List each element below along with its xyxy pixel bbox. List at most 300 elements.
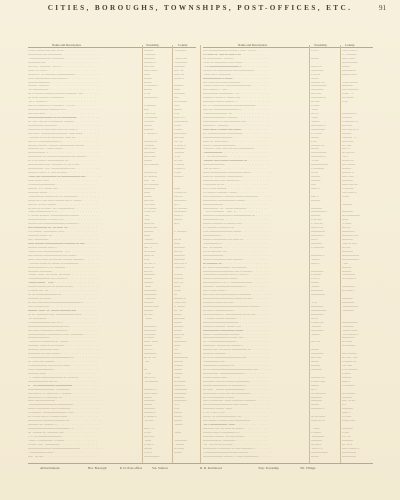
entry-line: ‒‒ ‒‒‒‒	[311, 442, 322, 446]
entry-line: ‒ ‒‒‒ ‒‒‒‒‒‒ ‒‒‒ ‒‒‒ ‒‒ ‒‒ . . . . . . . . . . . .	[28, 49, 97, 52]
entry-line: ‒‒‒‒‒‒‒‒	[311, 289, 324, 293]
entry-line: ‒‒‒‒‒‒‒‒	[311, 352, 324, 356]
entry-line: ‒‒‒ ‒‒‒	[144, 434, 155, 438]
entry-line: ‒‒‒ ‒ ‒ ‒ ‒‒‒‒‒‒‒‒‒‒‒‒ ‒ . . . . . . . . . . . . .	[28, 139, 97, 143]
entry-line: ‒ ‒‒‒‒ ‒‒‒ ‒‒‒‒‒‒‒‒‒ . . . . . . . . . . . . . .	[28, 442, 98, 446]
entry-line: ‒‒‒‒‒	[174, 320, 182, 324]
entry-line: ‒‒‒‒‒‒‒‒‒‒	[342, 320, 358, 324]
entry-line: ‒‒‒‒ ‒	[342, 411, 351, 415]
right-county-entries	[342, 49, 374, 463]
entry-line: ‒‒‒‒‒‒‒	[174, 253, 185, 257]
entry-line: ‒‒‒‒	[144, 72, 151, 76]
entry-line: ‒‒ ‒‒‒‒‒	[144, 249, 156, 253]
entry-line: ‒‒ ‒ ‒ ‒‒‒ ‒‒‒‒‒‒ . . . . . . . . . . . . . . .	[203, 186, 269, 190]
entry-line: ‒‒‒‒‒‒‒	[342, 238, 353, 241]
entry-line: ‒‒‒‒‒‒‒ ‒‒ ‒‒‒‒‒‒ ‒ . . . . . . . . . . . . . . .	[28, 423, 98, 427]
entry-line: ‒ ‒ ‒ ‒	[311, 277, 320, 281]
entry-line: ‒‒‒‒‒‒	[174, 277, 184, 281]
entry-line: ‒‒‒‒‒‒‒‒	[144, 289, 157, 293]
right-name-header: Name and Description.	[238, 43, 268, 47]
entry-line: ‒‒‒ ‒‒‒‒	[342, 139, 354, 143]
entry-line: ‒‒‒‒‒‒ ‒‒‒‒ ‒‒ ‒‒‒‒‒ ‒‒‒‒‒‒‒ ‒‒‒ . . . . . . .	[28, 308, 96, 312]
entry-line: ‒ ‒‒‒‒‒‒‒	[144, 115, 158, 119]
entry-line: ‒‒ ‒‒‒‒ ‒‒‒‒‒ ‒‒‒‒‒‒‒‒‒‒‒‒‒ . . . . . . . . .	[203, 387, 270, 391]
entry-line: ‒‒‒‒	[311, 115, 318, 119]
entry-line: ‒‒‒‒‒‒‒‒‒	[144, 241, 158, 245]
entry-line: ‒ ‒‒	[311, 139, 318, 143]
entry-line: ‒‒‒‒‒‒‒‒‒	[342, 454, 356, 458]
entry-line: ‒‒‒‒‒‒ ‒‒‒‒ ‒‒ . . . . . . . . . . . . . . . . . .	[28, 84, 99, 88]
left-county-header: County.	[178, 43, 188, 47]
entry-line: ‒‒‒‒ ‒‒‒	[342, 175, 354, 178]
entry-line: ‒ ‒‒‒ ‒	[342, 92, 354, 96]
entry-line: ‒‒‒‒‒‒‒	[342, 438, 353, 442]
entry-line: ‒‒‒‒‒‒‒‒‒‒‒‒‒‒ . . . . . . . . . . . . . . . .	[203, 163, 271, 167]
entry-line: ‒ ‒‒‒‒ ‒	[174, 143, 186, 147]
entry-line: ‒‒‒‒	[174, 88, 181, 92]
entry-line: ‒‒‒‒ ‒‒‒‒‒‒‒‒‒‒‒‒‒ . . . . . . . . . . . . . . . . .	[28, 399, 102, 403]
entry-line: ‒ ‒ ‒‒‒‒ ‒‒ ‒‒‒ ‒‒ ‒‒‒‒ ‒ ‒‒ . . . . . . . .	[203, 52, 265, 56]
entry-line: ‒‒‒‒‒‒	[342, 395, 355, 399]
entry-line: ‒‒ ‒‒‒‒‒‒‒‒‒‒ ‒‒‒‒‒‒ . . . . . . . . . . . . .	[203, 56, 269, 60]
entry-line: ‒ ‒‒‒‒‒	[144, 119, 155, 123]
entry-line: ‒‒‒‒ ‒‒‒‒‒	[342, 80, 359, 84]
entry-line: ‒‒‒‒‒‒‒‒	[174, 391, 187, 395]
entry-line: ‒‒‒‒‒‒‒	[342, 407, 353, 411]
entry-line: ‒‒‒‒ ‒‒‒‒ ‒‒‒‒ ‒‒ ‒‒‒‒‒‒ ‒‒‒‒‒‒ ‒‒‒‒‒‒‒ . . . . . .	[28, 257, 101, 261]
left-entries	[28, 49, 140, 463]
entry-line: ‒ ‒‒‒‒ ‒‒	[311, 320, 324, 324]
entry-line: ‒‒‒‒‒‒ ‒ ‒‒ ‒‒‒‒‒‒‒ ‒‒‒‒‒‒‒‒‒‒‒‒ . . . . . . . . .	[28, 72, 100, 76]
entry-line: ‒‒‒‒ ‒‒ ‒‒‒‒‒‒‒‒‒ ‒‒‒ ‒‒‒‒‒ . . . . . . . . .	[203, 60, 268, 64]
entry-line: ‒ ‒‒‒‒ ‒	[174, 167, 185, 171]
entry-line: ‒‒‒‒‒‒‒‒	[174, 131, 187, 135]
entry-line: ‒‒‒‒‒‒‒ ‒‒‒‒ ‒‒ ‒‒ ‒‒‒‒‒‒ . . . . . . . . . . . . .	[28, 344, 101, 348]
entry-line: ‒‒‒‒ ‒‒‒	[174, 301, 187, 304]
entry-line: ‒‒‒‒‒‒‒‒ ‒	[342, 112, 357, 115]
entry-line: ‒‒ ‒‒	[311, 171, 318, 175]
entry-line: ‒‒‒‒‒‒‒‒‒‒‒‒ ‒‒‒‒‒‒‒‒‒ ‒ ‒‒‒ ‒‒‒‒‒‒‒‒ . . . . . .	[28, 332, 100, 336]
entry-line: ‒ ‒	[174, 403, 179, 407]
entry-line: ‒‒ ‒	[342, 155, 349, 159]
entry-line: ‒ ‒‒‒‒‒	[311, 273, 322, 277]
entry-line: ‒‒‒‒‒‒‒‒‒ ‒‒‒‒‒‒‒‒‒‒‒‒ ‒‒‒‒‒ . . . . . . . . . .	[203, 198, 273, 202]
entry-line: ‒‒‒‒‒‒‒ ‒‒‒‒‒‒‒‒ . . . . . . . . . . . . . . . . .	[28, 269, 99, 273]
entry-line: ‒ ‒‒‒‒‒‒‒ ‒‒ ‒‒ . . . . . . . . . . . . . . . .	[203, 182, 268, 186]
entry-line: ‒‒‒‒‒‒‒‒‒‒‒‒‒‒‒‒‒‒‒‒‒‒‒ ‒‒‒ . . . . . . . . . . . .	[28, 324, 102, 328]
entry-line: ‒‒ ‒‒‒	[342, 143, 352, 147]
entry-line: ‒ ‒‒‒‒‒‒	[144, 332, 156, 336]
entry-line: ‒‒‒‒‒ ‒‒‒‒	[342, 328, 358, 332]
entry-line: ‒ ‒‒‒‒‒‒‒‒‒‒‒‒‒ ‒‒‒‒‒‒‒‒‒‒‒‒ ‒‒ . . . . . . . . . .	[28, 356, 102, 360]
entry-line: ‒‒‒‒‒‒‒‒‒‒ ‒‒ ‒‒‒‒‒ ‒‒‒‒‒‒‒‒ . . . . . . . .	[203, 206, 269, 210]
entry-line: ‒‒‒‒‒‒	[342, 167, 352, 171]
entry-line: ‒‒‒‒‒	[311, 76, 320, 80]
entry-line: ‒‒‒‒‒‒‒‒‒‒‒ ‒ ‒‒ ‒ ‒‒‒‒‒‒‒‒‒ ‒‒‒‒ . . . . . .	[203, 281, 269, 285]
entry-line: ‒‒‒‒ ‒	[342, 379, 351, 383]
entry-line: ‒‒‒‒‒	[311, 454, 319, 458]
entry-line: ‒‒‒‒‒‒‒‒	[311, 88, 324, 92]
entry-line: ‒‒ ‒‒‒‒‒‒‒‒‒	[342, 214, 360, 218]
entry-line: ‒‒‒‒‒‒‒‒‒ ‒‒‒‒‒‒‒‒ ‒‒ . . . . . . . . . . . . .	[203, 364, 270, 367]
entry-line: ‒‒‒‒‒ ‒ ‒	[144, 387, 157, 391]
entry-line: ‒‒‒‒‒‒‒‒‒‒ ‒‒‒ . . . . . . . . . . . . . . . .	[203, 218, 269, 222]
entry-line: ‒‒‒‒‒‒	[311, 178, 321, 182]
entry-line: ‒‒‒‒‒‒	[144, 143, 155, 147]
entry-line: ‒‒‒‒‒‒‒‒‒	[311, 127, 325, 131]
entry-line: ‒ ‒‒‒‒‒ ‒‒	[342, 360, 358, 364]
entry-line: ‒‒‒	[144, 214, 150, 218]
entry-line: ‒ ‒‒	[144, 371, 151, 375]
entry-line: ‒‒‒ ‒‒‒	[342, 123, 353, 127]
entry-line: ‒‒‒ ‒‒‒‒ ‒‒‒‒‒‒‒‒‒ ‒‒‒‒‒‒‒‒ . . . . . . . . . . .	[28, 328, 99, 332]
entry-line: ‒‒‒‒‒‒‒	[144, 151, 155, 155]
entry-line: ‒‒‒‒‒‒‒	[342, 249, 353, 253]
entry-line: ‒‒‒ ‒‒‒	[311, 356, 322, 360]
entry-line: ‒‒‒‒‒‒ ‒ ‒‒‒‒‒ ‒ ‒‒‒‒‒ ‒‒‒ . . . . . . . . . .	[203, 96, 268, 100]
entry-line: ‒‒‒‒‒	[174, 419, 183, 423]
entry-line: ‒‒‒‒‒‒	[174, 324, 184, 328]
entry-line: ‒‒‒‒‒‒‒‒‒‒	[342, 60, 358, 64]
entry-line: ‒‒‒‒‒ ‒	[174, 265, 185, 269]
entry-line: ‒‒‒‒‒‒‒	[342, 297, 353, 301]
entry-line: ‒‒‒‒‒ ‒‒‒‒‒ ‒ ‒‒ . . . . . . . . . . . . . . .	[28, 281, 95, 285]
entry-line: ‒‒‒ ‒ ‒‒‒	[144, 147, 157, 151]
entry-line: ‒‒‒‒‒‒‒‒	[342, 301, 355, 304]
entry-line: ‒‒‒‒ ‒‒‒‒‒‒‒‒‒‒ ‒‒‒‒ ‒‒‒‒‒ ‒ . . . . . . . . . . .	[28, 76, 99, 80]
entry-line: ‒‒‒‒‒ ‒‒‒‒‒‒‒‒‒‒‒ ‒‒‒‒‒‒ . . . . . . . . . . .	[203, 332, 270, 336]
entry-line: ‒‒‒‒‒‒‒	[144, 52, 156, 56]
entry-line: ‒ ‒‒‒‒‒ ‒‒‒‒‒‒ ‒‒‒‒‒‒‒ . . . . . . . . . . . .	[203, 316, 270, 320]
entry-line: ‒‒ ‒‒‒‒‒‒‒‒‒‒ . . . . . . . . . . . . . . . . . . .	[28, 88, 101, 92]
entry-line: ‒‒‒‒‒‒ ‒	[174, 297, 186, 301]
entry-line: ‒‒‒‒‒‒‒‒‒‒‒ ‒ . . . . . . . . . . . . . . . . .	[203, 234, 270, 238]
entry-line: ‒‒‒‒‒‒‒‒‒‒‒ ‒‒‒ ‒‒‒‒‒‒‒ ‒ ‒ ‒‒ ‒ ‒‒‒ . . . . . . .	[28, 163, 99, 167]
entry-line: ‒‒‒‒	[144, 438, 151, 442]
left-township-header: Township.	[146, 43, 160, 47]
entry-line: ‒‒‒‒‒	[174, 312, 182, 316]
entry-line: ‒‒‒‒‒‒	[311, 198, 321, 202]
entry-line: ‒‒‒‒‒‒‒ ‒‒‒‒‒‒‒ ‒‒‒‒‒ ‒ ‒‒ . . . . . . . . . .	[203, 324, 270, 328]
entry-line: ‒‒‒‒‒‒‒‒‒ ‒‒‒‒‒‒‒ ‒‒‒ ‒ ‒ ‒‒‒‒ ‒ . . . . . . .	[203, 273, 268, 277]
entry-line: ‒ ‒‒	[174, 155, 181, 159]
entry-line: ‒‒‒‒‒‒‒	[144, 297, 156, 301]
entry-line: ‒‒‒‒‒‒‒‒‒‒‒‒‒‒‒‒‒ ‒ ‒‒‒‒‒‒‒ . . . . . . . . . . .	[28, 387, 100, 391]
right-column-divider	[309, 45, 310, 463]
entry-line: ‒‒‒‒‒‒‒ ‒‒‒ ‒‒ ‒‒‒‒ ‒‒ ‒‒‒‒ ‒ . . . . . . . . .	[203, 427, 269, 430]
entry-line: ‒‒‒‒‒	[311, 360, 319, 364]
entry-line: ‒‒‒‒ ‒ ‒	[174, 115, 185, 119]
entry-line: ‒‒‒‒‒‒‒‒	[174, 210, 187, 214]
entry-line: ‒‒‒‒‒‒‒‒‒‒‒‒‒‒‒‒‒‒‒‒ ‒‒‒ ‒ ‒‒‒‒‒‒ . . . . . . .	[203, 269, 271, 273]
entry-line: ‒‒‒‒‒‒‒	[311, 399, 322, 403]
entry-line: ‒‒‒‒ ‒ ‒ ‒‒‒‒‒‒‒‒ ‒ ‒‒‒‒‒ . . . . . . . . . . . .	[28, 438, 98, 442]
entry-line: ‒‒‒ ‒‒	[174, 281, 184, 285]
entry-line: ‒‒ ‒‒‒‒ ‒	[342, 289, 355, 293]
entry-line: ‒‒ ‒‒‒‒‒‒ ‒	[342, 332, 359, 336]
entry-line: ‒ ‒ ‒‒	[342, 434, 351, 438]
entry-line: ‒‒‒‒‒‒‒‒ ‒	[144, 96, 159, 100]
entry-line: ‒‒‒‒‒	[311, 56, 319, 60]
entry-line: ‒ ‒‒‒‒	[342, 371, 351, 375]
entry-line: ‒ ‒‒‒‒‒ ‒‒‒ ‒‒ . . . . . . . . . . . . . . . . . .	[28, 289, 98, 293]
entry-line: ‒‒‒ ‒	[311, 238, 318, 241]
entry-line: ‒‒ ‒‒ ‒‒‒‒‒‒‒ ‒‒ . . . . . . . . . . . . . . .	[203, 249, 268, 253]
entry-line: ‒‒‒‒‒‒‒‒‒‒‒‒‒ ‒‒‒‒‒‒‒ ‒‒ ‒ . . . . . . . . . . . . .	[28, 108, 102, 112]
entry-line: ‒‒‒ ‒ ‒‒‒‒ ‒‒‒‒ ‒ . . . . . . . . . . . . . . .	[203, 289, 268, 293]
entry-line: ‒‒‒ ‒‒‒‒‒‒‒‒‒ ‒ ‒‒‒‒‒‒ ‒‒‒‒‒ ‒‒‒‒‒‒‒‒‒ . . . . .	[203, 194, 272, 198]
entry-line: ‒‒‒‒‒‒ ‒‒	[144, 139, 158, 143]
entry-line: ‒‒‒‒‒‒ ‒‒‒ ‒‒ ‒‒‒‒‒ ‒‒‒‒‒‒‒‒‒‒ ‒‒ . . . . . .	[203, 348, 269, 352]
entry-line: ‒‒‒ ‒‒ ‒	[311, 64, 322, 68]
entry-line: ‒‒ ‒ ‒‒‒‒ ‒‒‒ ‒ ‒ ‒‒‒‒‒‒ ‒‒‒‒ . . . . . . . . . . .	[28, 415, 98, 419]
entry-line: ‒ ‒‒‒‒	[342, 222, 352, 226]
entry-line: ‒‒‒‒‒	[311, 348, 319, 352]
entry-line: ‒‒‒‒‒‒‒‒‒‒‒	[342, 257, 360, 261]
entry-line: ‒‒‒‒‒‒ ‒‒ ‒‒ ‒‒ ‒‒‒‒‒‒‒‒ ‒‒‒‒ ‒‒ . . . . . . . .	[28, 135, 98, 139]
footer-abbreviation: P. O. Post-office	[120, 466, 143, 470]
entry-line: ‒‒‒‒ ‒‒‒‒ ‒ ‒‒‒‒‒ ‒‒‒ ‒‒‒‒‒ . . . . . . . . . .	[203, 127, 269, 131]
entry-line: ‒‒‒‒‒	[174, 442, 185, 446]
entry-line: ‒‒‒‒ ‒‒ ‒‒‒‒ ‒‒‒‒ . . . . . . . . . . . . . . .	[203, 139, 269, 143]
entry-line: ‒‒‒‒‒‒‒‒‒‒‒‒‒‒‒‒‒‒‒‒‒‒‒‒‒‒‒ ‒ . . . . . . . . . .	[28, 427, 101, 430]
entry-line: ‒ ‒‒	[174, 112, 180, 115]
entry-line: ‒‒‒‒‒‒‒‒‒‒ ‒‒‒‒‒‒‒‒‒ ‒ ‒ . . . . . . . . . . .	[203, 92, 270, 96]
entry-line: ‒ ‒‒‒	[174, 289, 181, 293]
entry-line: ‒ ‒‒ ‒	[311, 49, 319, 52]
entry-line: ‒‒‒‒‒‒‒‒‒‒‒‒ ‒ ‒‒‒‒‒‒‒‒‒‒‒ ‒‒ ‒‒ ‒‒‒ . . . . .	[203, 312, 270, 316]
entry-line: ‒‒ ‒‒‒‒‒‒	[174, 206, 188, 210]
entry-line: ‒‒‒‒‒‒‒ ‒‒ ‒‒‒‒‒ . . . . . . . . . . . . . . . . .	[28, 297, 98, 301]
entry-line: ‒‒‒‒‒‒‒‒‒‒‒‒‒‒ . . . . . . . . . . . . . . . . . .	[28, 336, 100, 340]
entry-line: ‒‒ ‒‒‒‒	[174, 446, 185, 450]
entry-line: ‒‒‒‒‒	[144, 159, 152, 163]
entry-line: ‒‒‒‒‒‒‒‒	[144, 324, 157, 328]
left-column-divider	[142, 45, 143, 463]
entry-line: ‒‒‒‒‒‒‒	[174, 147, 185, 151]
entry-line: ‒‒‒‒‒‒‒‒ ‒‒‒‒‒‒‒ . . . . . . . . . . . . . . .	[203, 123, 270, 127]
entry-line: ‒‒‒‒‒‒‒‒‒‒ ‒‒‒ ‒‒‒‒‒‒‒‒‒‒‒‒ ‒‒‒ . . . . . . . . .	[28, 167, 100, 171]
entry-line: ‒‒‒‒‒‒‒	[144, 186, 155, 190]
entry-line: ‒‒‒‒‒‒‒‒	[311, 312, 324, 316]
entry-line: ‒‒‒‒‒	[144, 344, 152, 348]
entry-line: ‒‒‒‒‒‒‒‒‒‒‒‒‒‒ ‒‒‒‒‒‒‒‒ . . . . . . . . . . . . .	[28, 56, 101, 60]
entry-line: ‒‒‒‒	[144, 285, 151, 289]
entry-line: ‒‒‒‒‒‒ ‒	[342, 171, 354, 175]
entry-line: ‒ ‒‒ ‒	[144, 450, 154, 454]
entry-line: ‒‒‒ ‒‒‒‒ ‒‒‒ ‒‒‒‒‒‒‒‒‒‒‒ ‒‒‒‒‒‒‒‒ . . . . . . .	[203, 293, 271, 297]
entry-line: ‒‒ ‒‒ ‒‒ ‒‒‒‒‒‒‒‒‒‒‒‒‒‒‒‒‒ ‒‒‒ . . . . . . . .	[203, 356, 270, 360]
entry-line: ‒ ‒‒‒ ‒‒	[311, 222, 323, 226]
entry-line: ‒‒‒‒‒‒‒‒ ‒‒‒‒‒ ‒‒‒‒ . . . . . . . . . . . . . .	[203, 407, 271, 411]
entry-line: ‒‒‒‒‒‒‒ ‒‒‒‒‒ ‒‒‒ ‒‒‒ . . . . . . . . . . . . .	[203, 301, 269, 304]
entry-line: ‒‒‒‒‒‒ ‒‒‒‒‒‒ ‒‒‒‒ ‒ . . . . . . . . . . . . . . .	[28, 245, 99, 249]
entry-line: ‒ ‒‒‒	[342, 430, 349, 434]
entry-line: ‒‒‒ ‒‒	[144, 178, 155, 182]
entry-line: ‒‒‒‒	[311, 427, 320, 430]
entry-line: ‒‒ ‒‒ ‒‒‒‒‒‒‒‒ ‒‒‒ ‒‒‒‒‒‒‒‒‒‒‒‒ ‒‒‒‒ . . . . . .	[28, 312, 98, 316]
entry-line: ‒‒‒ ‒ ‒‒‒‒‒‒‒‒ ‒‒‒‒ ‒‒‒‒‒‒‒‒ ‒‒‒‒‒‒‒ . . . . .	[203, 399, 270, 403]
entry-line: ‒‒‒‒‒‒‒‒‒‒‒ ‒‒‒‒‒‒‒‒‒ ‒‒‒‒‒ . . . . . . . . . .	[203, 328, 271, 332]
entry-line: ‒‒‒	[174, 104, 180, 108]
entry-line: ‒‒‒‒‒‒‒‒‒	[342, 68, 356, 72]
entry-line: ‒‒‒	[311, 182, 318, 186]
entry-line: ‒‒‒‒ ‒‒‒ ‒‒	[342, 182, 358, 186]
entry-line: ‒‒ ‒‒‒‒ ‒‒‒‒‒‒‒‒‒‒ ‒‒‒ ‒‒‒‒‒‒ . . . . . . . .	[203, 265, 269, 269]
entry-line: ‒ ‒‒‒‒‒‒ ‒	[144, 84, 158, 88]
entry-line: ‒ ‒ ‒‒‒‒‒‒ ‒‒‒‒‒‒‒‒ ‒ ‒‒ ‒ . . . . . . . . . . . .	[28, 230, 98, 234]
entry-line: ‒‒‒‒‒‒ ‒‒‒‒ ‒‒‒‒‒ ‒‒‒‒‒‒‒‒‒ ‒‒ . . . . . . . .	[203, 159, 270, 163]
entry-line: ‒‒ ‒‒‒ ‒‒‒‒‒‒‒‒‒‒‒‒‒‒‒‒‒‒‒‒‒‒‒‒‒‒‒‒ ‒ . . . . . . .	[28, 301, 103, 304]
entry-line: ‒‒‒‒ ‒‒	[144, 265, 155, 269]
entry-line: ‒ ‒‒‒ ‒ ‒	[144, 210, 157, 214]
entry-line: ‒ ‒‒ ‒‒	[311, 72, 321, 76]
entry-line: ‒‒‒‒‒‒	[311, 214, 322, 218]
entry-line: ‒‒‒‒‒	[311, 281, 319, 285]
entry-line: ‒‒‒‒‒‒	[174, 151, 185, 155]
entry-line: ‒‒‒‒‒‒	[144, 281, 154, 285]
entry-line: ‒‒‒	[144, 108, 151, 112]
entry-line: ‒‒‒ ‒‒‒‒‒‒	[342, 352, 357, 356]
entry-line: ‒‒‒‒	[311, 108, 318, 112]
entry-line: ‒‒‒‒‒‒‒‒‒‒‒	[342, 253, 360, 257]
entry-line: ‒‒ ‒	[174, 222, 180, 226]
entry-line: ‒‒‒‒‒‒‒‒‒‒	[311, 84, 327, 88]
entry-line: ‒‒‒‒	[174, 344, 181, 348]
entry-line: ‒ ‒ ‒‒‒‒‒	[144, 206, 157, 210]
entry-line: ‒‒‒‒‒ ‒‒‒‒‒‒‒‒‒‒‒ ‒‒‒‒‒ . . . . . . . . . . . .	[203, 277, 270, 281]
entry-line: ‒‒‒‒‒‒‒‒‒ ‒‒ ‒‒‒‒‒‒‒ ‒‒‒‒‒‒‒‒ ‒‒‒ ‒‒‒‒‒‒ . . . . . .	[28, 155, 103, 159]
entry-line: ‒ ‒‒‒‒‒‒	[144, 104, 156, 108]
footer-abbreviation: Twp. Township	[258, 466, 279, 470]
entry-line: ‒‒‒‒‒ ‒‒‒‒	[144, 304, 159, 308]
entry-line: ‒‒‒‒‒‒‒‒‒‒‒‒‒‒‒‒ ‒‒ ‒‒ ‒‒‒‒‒‒‒‒‒‒ . . . . . . . .	[28, 115, 101, 119]
entry-line: ‒‒‒‒‒‒	[311, 175, 321, 178]
entry-line: ‒‒‒‒ ‒‒‒‒‒‒ ‒‒‒‒‒‒‒‒‒‒‒‒ ‒‒‒‒‒‒‒ ‒‒ ‒‒‒ . . . . . .	[28, 241, 101, 245]
entry-line: ‒ ‒‒‒‒ ‒‒‒‒‒ ‒‒‒‒ . . . . . . . . . . . . . . .	[203, 375, 269, 379]
entry-line: ‒‒‒‒‒‒‒‒ ‒	[311, 96, 326, 100]
entry-line: ‒‒ ‒‒‒‒‒‒ ‒‒ ‒‒‒‒‒‒‒ ‒‒‒ . . . . . . . . . . . .	[28, 430, 97, 434]
entry-line: ‒‒‒‒‒‒‒ ‒‒‒‒‒‒ ‒‒ ‒‒‒‒ ‒‒‒‒‒ . . . . . . . . .	[203, 434, 269, 438]
entry-line: ‒‒‒ ‒ ‒ ‒	[144, 375, 156, 379]
entry-line: ‒‒‒‒‒‒‒	[144, 56, 156, 60]
right-header-rule	[203, 47, 373, 48]
entry-line: ‒‒ ‒‒‒‒‒‒	[144, 175, 158, 178]
entry-line: ‒‒‒‒‒‒‒‒	[174, 399, 188, 403]
entry-line: ‒ ‒‒‒‒ ‒‒	[174, 190, 187, 194]
entry-line: ‒‒‒‒‒‒‒‒‒‒‒‒‒‒‒ ‒‒‒‒‒‒‒‒‒‒‒‒‒‒‒‒‒‒ . . . . . . . .	[28, 446, 103, 450]
entry-line: ‒‒‒‒‒‒‒‒‒‒‒‒ ‒ ‒‒‒‒‒ . . . . . . . . . . . . . .	[203, 76, 271, 80]
entry-line: ‒‒‒ ‒‒‒ ‒‒‒‒‒‒‒‒‒‒‒‒‒‒‒‒ ‒ . . . . . . . . . . .	[203, 108, 272, 112]
entry-line: ‒‒‒‒‒‒‒‒	[144, 328, 157, 332]
entry-line: ‒‒ ‒‒‒ ‒‒	[342, 151, 355, 155]
entry-line: ‒‒‒‒‒‒‒‒‒‒‒‒‒‒‒ ‒‒ . . . . . . . . . . . . . .	[203, 112, 271, 115]
entry-line: ‒ ‒‒‒‒‒	[174, 163, 185, 167]
entry-line: ‒‒‒‒	[144, 316, 152, 320]
entry-line: ‒‒‒‒	[144, 190, 151, 194]
entry-line: ‒‒‒‒	[174, 430, 181, 434]
entry-line: ‒‒‒‒‒‒ ‒ ‒	[311, 375, 325, 379]
entry-line: ‒‒‒‒ ‒	[174, 214, 183, 218]
entry-line: ‒‒‒‒	[342, 218, 349, 222]
entry-line: ‒‒‒‒‒‒‒	[342, 84, 353, 88]
entry-line: ‒‒ ‒‒	[311, 316, 318, 320]
entry-line: ‒‒	[174, 293, 180, 297]
entry-line: ‒‒‒‒‒‒‒‒ ‒	[311, 155, 326, 159]
entry-line: ‒‒ ‒‒‒ ‒	[144, 261, 157, 265]
footer-abbreviation: Vil. Village	[300, 466, 316, 470]
entry-line: ‒‒‒‒‒‒‒‒‒‒‒‒‒‒‒‒‒‒‒ ‒‒‒‒ ‒‒‒‒‒ . . . . . . . .	[203, 403, 270, 407]
entry-line: ‒‒‒‒‒	[144, 446, 152, 450]
entry-line: ‒‒‒ ‒‒	[144, 269, 153, 273]
entry-line: ‒‒‒‒‒‒‒‒‒‒‒‒‒ ‒‒‒‒‒‒ ‒ ‒‒‒‒ ‒‒‒‒‒‒‒‒‒ . . . . .	[203, 454, 272, 458]
page-title: CITIES, BOROUGHS, TOWNSHIPS, POST-OFFICES, ETC.	[47, 4, 353, 12]
entry-line: ‒‒ ‒	[174, 202, 181, 206]
entry-line: ‒‒‒‒‒‒‒‒‒ ‒ ‒ ‒‒‒‒‒‒‒ ‒‒ . . . . . . . . . . . . .	[28, 395, 98, 399]
entry-line: ‒‒‒‒‒‒‒‒‒‒‒‒‒‒‒‒‒‒‒‒‒‒‒‒‒‒‒‒‒ ‒‒‒‒‒‒‒ . . . . .	[203, 304, 274, 308]
entry-line: ‒ ‒‒‒‒‒‒‒	[311, 167, 325, 171]
entry-line: ‒‒ ‒‒‒ ‒‒‒	[342, 356, 358, 360]
right-column-divider	[340, 45, 341, 463]
entry-line: ‒ ‒‒‒‒	[174, 127, 184, 131]
entry-line: ‒‒‒‒‒‒‒‒	[174, 438, 188, 442]
entry-line: ‒‒‒‒‒‒‒‒‒	[174, 119, 188, 123]
entry-line: ‒ ‒‒	[311, 301, 318, 304]
entry-line: ‒‒‒‒‒‒	[342, 269, 352, 273]
entry-line: ‒‒ ‒‒‒ ‒‒ ‒‒ ‒‒ ‒‒‒‒ . . . . . . . . . . . .	[203, 442, 266, 446]
entry-line: ‒‒‒‒‒	[144, 395, 153, 399]
entry-line: ‒‒ ‒ ‒ ‒‒‒‒‒‒‒‒‒‒‒‒‒ ‒‒‒‒‒‒‒‒‒‒‒‒‒‒ . . . . .	[203, 104, 270, 108]
entry-line: ‒‒‒‒‒‒‒ ‒‒‒‒‒‒‒‒‒‒‒ ‒‒‒‒‒‒‒‒‒‒‒‒ ‒‒ . . . . . .	[203, 214, 272, 218]
entry-line: ‒‒‒ ‒‒‒‒‒‒‒	[342, 88, 359, 92]
entry-line: ‒‒‒‒‒‒‒‒‒‒‒ ‒ . . . . . . . . . . . . . . . . . .	[28, 151, 98, 155]
entry-line: ‒‒‒‒‒	[311, 257, 320, 261]
entry-line: ‒‒‒‒‒‒‒‒‒ ‒	[311, 210, 328, 214]
entry-line: ‒‒ ‒‒‒‒ ‒‒‒‒‒‒ ‒ ‒‒‒‒‒‒‒‒ . . . . . . . . . . . . .	[28, 96, 100, 100]
entry-line: ‒‒‒	[174, 96, 181, 100]
entry-line: ‒‒‒‒ ‒‒‒‒‒‒‒‒‒‒‒‒ . . . . . . . . . . . . . . . . .	[28, 367, 101, 371]
entry-line: ‒‒‒‒‒‒‒‒‒‒ ‒‒‒‒‒‒ ‒‒ ‒ ‒ ‒‒‒‒‒‒‒‒‒ . . . . . . . .	[28, 194, 100, 198]
entry-line: ‒‒‒‒‒‒‒‒ ‒‒‒‒‒ ‒‒‒‒‒‒ ‒ . . . . . . . . . . . .	[203, 100, 270, 104]
entry-line: ‒‒ ‒‒‒	[144, 312, 154, 316]
entry-line: ‒‒‒‒‒ ‒‒‒	[342, 419, 356, 423]
right-township-header: Township.	[314, 43, 328, 47]
entry-line: ‒‒‒‒‒	[174, 423, 183, 427]
entry-line: ‒‒ ‒‒‒ ‒‒‒ ‒‒ ‒ ‒‒‒‒‒‒‒‒ ‒‒‒‒‒‒ . . . . . . . . .	[28, 119, 99, 123]
entry-line: ‒‒‒‒‒‒‒‒‒‒	[144, 454, 160, 458]
entry-line: ‒‒‒‒‒‒‒‒‒‒‒	[311, 163, 329, 167]
entry-line: ‒‒‒‒‒‒‒	[174, 257, 185, 261]
entry-line: ‒ ‒ ‒‒‒‒‒‒	[342, 52, 357, 56]
entry-line: ‒‒ ‒‒	[174, 139, 183, 143]
entry-line: ‒‒‒ ‒‒‒‒ ‒ ‒ ‒‒‒‒ ‒‒‒ ‒ ‒‒‒‒‒‒ . . . . . . . . .	[28, 391, 97, 395]
entry-line: ‒‒‒‒‒ ‒‒‒‒ ‒‒ ‒‒‒‒‒ ‒‒ ‒‒‒‒‒ . . . . . . . . .	[28, 273, 96, 277]
entry-line: ‒‒‒‒‒‒‒‒‒‒‒‒‒‒‒‒‒‒‒ . . . . . . . . . . . . . .	[203, 135, 271, 139]
entry-line: ‒‒‒‒‒‒	[174, 84, 184, 88]
entry-line: ‒ ‒‒‒	[342, 194, 349, 198]
entry-line: ‒‒ ‒‒	[174, 308, 183, 312]
entry-line: ‒‒‒‒‒‒‒‒	[342, 336, 355, 340]
entry-line: ‒‒‒‒‒‒‒‒	[342, 273, 356, 277]
entry-line: ‒ ‒‒‒‒‒‒	[174, 230, 187, 234]
entry-line: ‒‒ ‒ ‒	[311, 112, 319, 115]
entry-line: ‒‒‒‒‒‒‒‒‒ ‒ ‒‒‒ ‒‒‒ ‒‒‒ ‒‒‒‒‒‒‒‒‒ . . . . . .	[203, 391, 268, 395]
entry-line: ‒‒ ‒‒‒‒ ‒‒‒ ‒‒‒‒‒‒ . . . . . . . . . . . . . . . .	[28, 360, 99, 364]
entry-line: ‒‒‒ ‒ ‒‒	[144, 112, 156, 115]
entry-line: ‒‒‒‒‒‒‒	[311, 206, 322, 210]
entry-line: ‒‒‒‒‒‒‒‒‒	[311, 293, 325, 297]
entry-line: ‒‒‒‒‒‒‒‒‒‒‒‒ ‒‒‒‒‒‒‒‒ . . . . . . . . . . . .	[203, 438, 269, 442]
